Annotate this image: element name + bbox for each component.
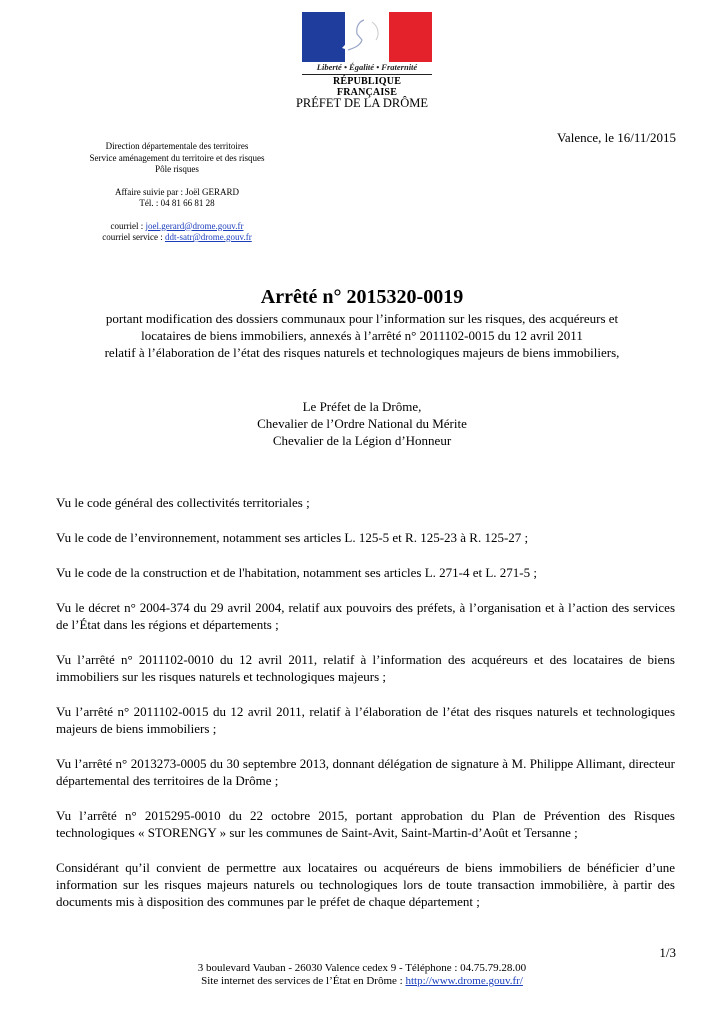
marianne-flag-icon xyxy=(302,12,432,62)
page-number: 1/3 xyxy=(659,945,676,960)
signatory-block xyxy=(0,398,724,449)
signatory-line: Chevalier de l’Ordre National du Mérite xyxy=(257,416,467,431)
signatory-line: Le Préfet de la Drôme, xyxy=(302,399,422,414)
subtitle-line: relatif à l’élaboration de l’état des risques naturels et technologiques majeurs de biens immobiliers, xyxy=(104,345,620,360)
sender-service-email-line xyxy=(62,232,292,244)
signatory-line: Chevalier de la Légion d’Honneur xyxy=(272,433,452,448)
decree-title: Arrêté n° 2015320-0019 xyxy=(260,286,464,308)
footer-site-label: Site internet des services de l’État en Drôme : xyxy=(201,975,406,987)
subtitle-line: locataires de biens immobiliers, annexés à l’arrêté n° 2011102-0015 du 12 avril 2011 xyxy=(141,328,583,343)
sender-email-label: courriel : xyxy=(110,220,146,231)
sender-department: Direction départementale des territoires xyxy=(105,141,249,151)
prefecture-heading: PRÉFET DE LA DRÔME xyxy=(295,96,429,110)
sender-service: Service aménagement du territoire et des risques xyxy=(89,152,265,163)
sender-block xyxy=(62,141,292,244)
body-paragraph: Vu le décret n° 2004-374 du 29 avril 2004, relatif aux pouvoirs des préfets, à l’organisation et à l’action des services de l’État dans les régions et départements ; xyxy=(56,600,675,632)
decree-body xyxy=(56,494,675,928)
body-paragraph: Vu le code général des collectivités territoriales ; xyxy=(56,495,310,510)
sender-service-email-label: courriel service : xyxy=(102,232,166,242)
date-line: Valence, le 16/11/2015 xyxy=(556,130,676,145)
body-paragraph: Vu l’arrêté n° 2013273-0005 du 30 septembre 2013, donnant délégation de signature à M. Philippe Allimant, directeur départemental des territoires de la Drôme ; xyxy=(56,756,675,788)
footer-site-link[interactable]: http://www.drome.gouv.fr/ xyxy=(405,975,523,987)
body-paragraph: Vu l’arrêté n° 2015295-0010 du 22 octobre 2015, portant approbation du Plan de Prévention des Risques technologiques « STORENGY » sur les communes de Saint-Avit, Saint-Martin-d’Août et Tersanne ; xyxy=(56,808,675,840)
sender-service-email-link[interactable]: ddt-satr@drome.gouv.fr xyxy=(165,232,252,242)
subtitle-line: portant modification des dossiers communaux pour l’information sur les risques, des acquéreurs et xyxy=(105,311,619,326)
body-paragraph: Vu le code de la construction et de l'habitation, notamment ses articles L. 271-4 et L. 271-5 ; xyxy=(56,565,537,580)
body-paragraph: Vu l’arrêté n° 2011102-0010 du 12 avril 2011, relatif à l’information des acquéreurs et des locataires de biens immobiliers sur les risques naturels et technologiques majeurs ; xyxy=(56,652,675,684)
footer-site-line xyxy=(0,975,724,988)
sender-email-link[interactable]: joel.gerard@drome.gouv.fr xyxy=(145,220,244,231)
sender-phone: Tél. : 04 81 66 81 28 xyxy=(139,198,215,208)
sender-pole: Pôle risques xyxy=(155,164,199,174)
decree-subtitle xyxy=(40,310,684,361)
body-paragraph: Vu l’arrêté n° 2011102-0015 du 12 avril 2011, relatif à l’élaboration de l’état des risques naturels et technologiques majeurs de biens immobiliers ; xyxy=(56,704,675,736)
body-paragraph: Vu le code de l’environnement, notamment ses articles L. 125-5 et R. 125-23 à R. 125-27 ; xyxy=(56,530,529,545)
republic-label: RÉPUBLIQUE FRANÇAISE xyxy=(302,74,432,98)
sender-followed-by: Affaire suivie par : Joël GERARD xyxy=(114,186,240,197)
republic-motto: Liberté • Égalité • Fraternité xyxy=(316,62,418,72)
body-paragraph: Considérant qu’il convient de permettre aux locataires ou acquéreurs de biens immobiliers de bénéficier d’une information sur les risques majeurs naturels ou technologiques lors de toute transaction immobilière, à partir des documents mis à disposition des communes par le préfet de chaque département ; xyxy=(56,860,675,909)
footer-address: 3 boulevard Vauban - 26030 Valence cedex 9 - Téléphone : 04.75.79.28.00 xyxy=(197,962,527,974)
page-footer xyxy=(0,962,724,988)
sender-email-line xyxy=(62,221,292,233)
